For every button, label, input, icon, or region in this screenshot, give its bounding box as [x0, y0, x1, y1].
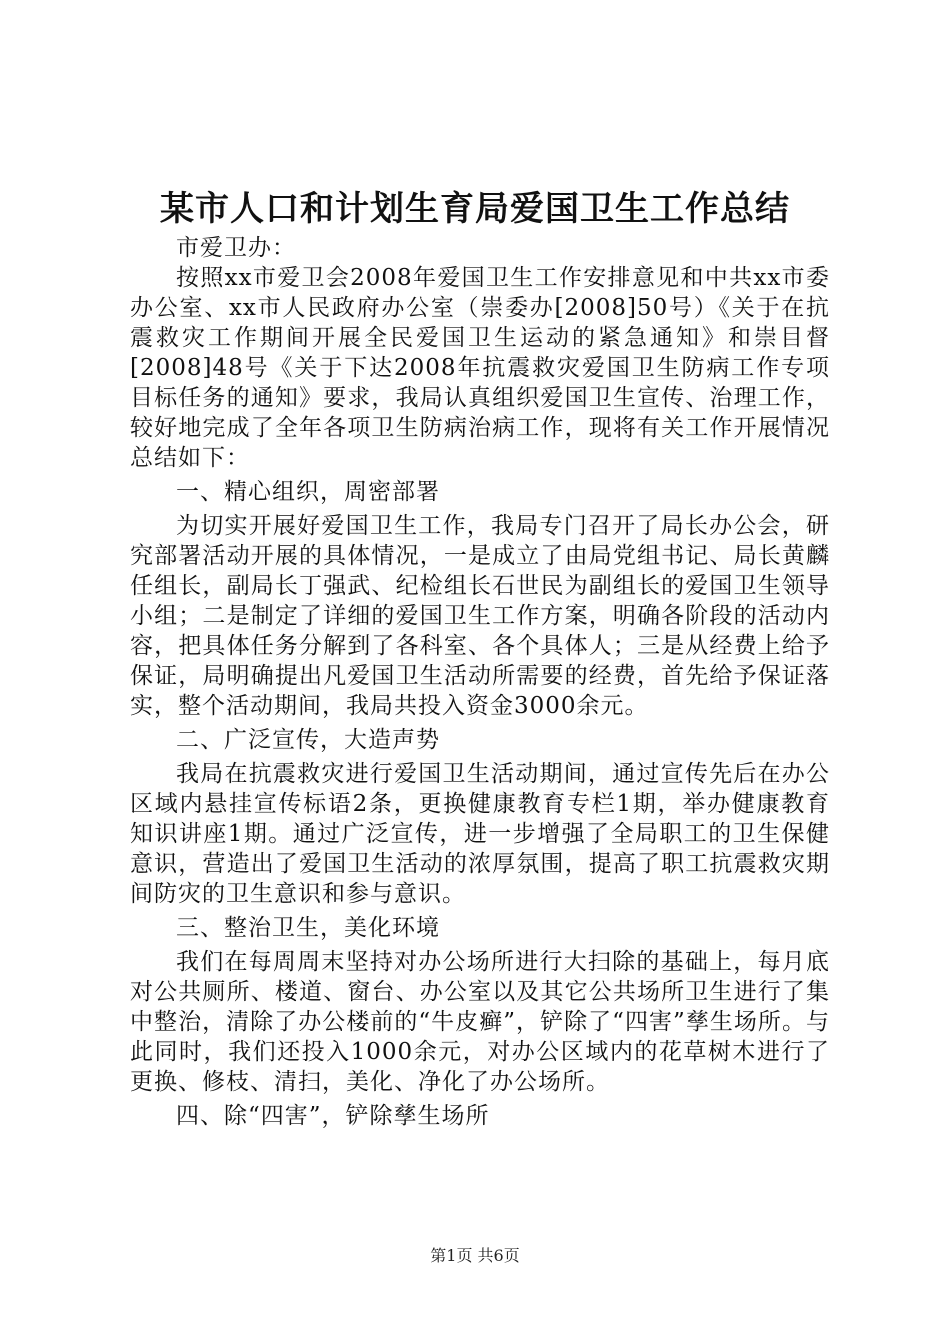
paragraph-intro: 按照xx市爱卫会2008年爱国卫生工作安排意见和中共xx市委办公室、xx市人民政府办公室（崇委办[2008]50号）《关于在抗震救灾工作期间开展全民爱国卫生运动的紧急通知》和崇目督[2008]48号《关于下达2008年抗震救灾爱国卫生防病工作专项目标任务的通知》要求，我局认真组织爱国卫生宣传、治理工作，较好地完成了全年各项卫生防病治病工作，现将有关工作开展情况总结如下： — [130, 265, 830, 471]
section-heading-1: 一、精心组织，周密部署 — [176, 479, 440, 505]
paragraph-section-2: 我局在抗震救灾进行爱国卫生活动期间，通过宣传先后在办公区域内悬挂宣传标语2条，更换健康教育专栏1期，举办健康教育知识讲座1期。通过广泛宣传，进一步增强了全局职工的卫生保健意识，营造出了爱国卫生活动的浓厚氛围，提高了职工抗震救灾期间防灾的卫生意识和参与意识。 — [130, 761, 830, 907]
addressee-line: 市爱卫办： — [176, 235, 296, 261]
document-body — [130, 233, 830, 1135]
page-number-footer: 第1页 共6页 — [430, 1246, 520, 1265]
paragraph-section-3: 我们在每周周末坚持对办公场所进行大扫除的基础上，每月底对公共厕所、楼道、窗台、办公室以及其它公共场所卫生进行了集中整治，清除了办公楼前的“牛皮癣”，铲除了“四害”孳生场所。与此同时，我们还投入1000余元，对办公区域内的花草树木进行了更换、修枝、清扫，美化、净化了办公场所。 — [130, 949, 830, 1095]
document-title: 某市人口和计划生育局爱国卫生工作总结 — [160, 189, 790, 229]
section-heading-4: 四、除“四害”，铲除孳生场所 — [176, 1103, 490, 1129]
paragraph-section-1: 为切实开展好爱国卫生工作，我局专门召开了局长办公会，研究部署活动开展的具体情况，一是成立了由局党组书记、局长黄麟任组长，副局长丁强武、纪检组长石世民为副组长的爱国卫生领导小组；二是制定了详细的爱国卫生工作方案，明确各阶段的活动内容，把具体任务分解到了各科室、各个具体人；三是从经费上给予保证，局明确提出凡爱国卫生活动所需要的经费，首先给予保证落实，整个活动期间，我局共投入资金3000余元。 — [130, 513, 830, 719]
section-heading-2: 二、广泛宣传，大造声势 — [176, 727, 440, 753]
section-heading-3: 三、整治卫生，美化环境 — [176, 915, 440, 941]
